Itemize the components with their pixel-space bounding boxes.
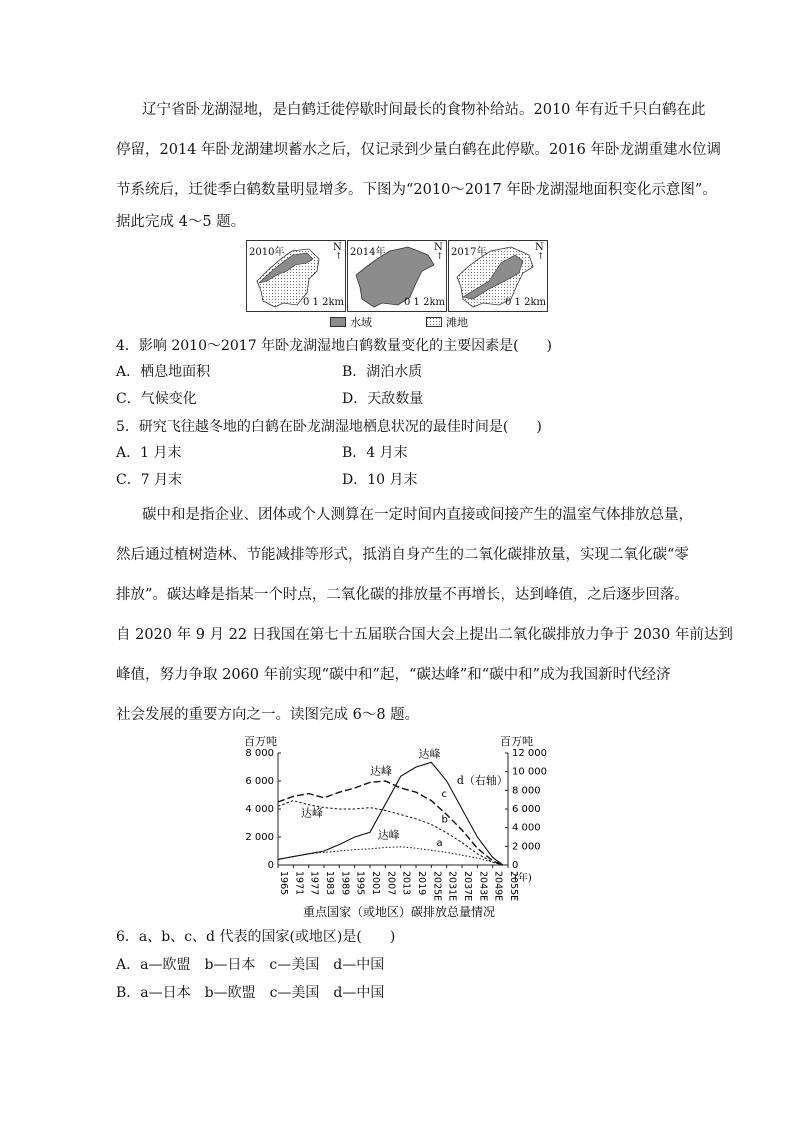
north-arrow: N [535, 242, 544, 253]
q4-option-a: A．栖息地面积 [116, 364, 211, 380]
y-right-tick-label: 10 000 [512, 766, 547, 778]
passage1-line3: 节系统后，迁徙季白鹤数量明显增多。下图为“2010～2017 年卧龙湖湿地面积变化示意图”。 [116, 182, 717, 198]
series-c-label: c [441, 789, 448, 801]
emissions-chart-svg [236, 733, 566, 923]
passage2-line5: 峰值，努力争取 2060 年前实现“碳中和”起，“碳达峰”和“碳中和”成为我国新时代经济 [116, 667, 671, 683]
x-tick-label: 1965 [278, 871, 289, 896]
north-arrow-icon: ↑ [537, 252, 545, 262]
annotation-peak: 达峰 [377, 828, 400, 842]
x-tick-label: 2037E [462, 871, 473, 902]
y-right-tick-label: 2 000 [512, 841, 541, 853]
x-tick-label: 2025E [431, 871, 443, 902]
q4-stem: 4．影响 2010～2017 年卧龙湖湿地白鹤数量变化的主要因素是( ) [116, 338, 552, 354]
y-axis-right-label: 百万吨 [500, 735, 533, 748]
map-panel-2014 [347, 240, 447, 312]
map-panel-2017 [448, 240, 548, 312]
series-b-label: b [441, 814, 448, 826]
x-axis-label: (年) [514, 873, 532, 884]
q4-option-c: C．气候变化 [116, 391, 197, 407]
annotation-peak: 达峰 [418, 747, 441, 761]
shoal-swatch [426, 317, 442, 327]
x-tick-label: 2055E [508, 871, 519, 902]
x-tick-label: 2049E [492, 871, 504, 902]
y-left-tick-label: 6 000 [245, 776, 274, 787]
passage2-line3: 排放”。碳达峰是指某一个时点，二氧化碳的排放量不再增长，达到峰值，之后逐步回落。 [116, 587, 689, 603]
y-left-tick-label: 4 000 [245, 804, 274, 815]
passage2-line1: 碳中和是指企业、团体或个人测算在一定时间内直接或间接产生的温室气体排放总量， [142, 507, 693, 523]
north-arrow-icon: ↑ [436, 252, 444, 262]
map-scale-2010: 0 1 2km [303, 297, 344, 308]
map-year-2014: 2014年 [350, 247, 386, 258]
q6-option-b: B．a—日本 b—欧盟 c—美国 d—中国 [116, 985, 385, 1001]
passage2-line2: 然后通过植树造林、节能减排等形式，抵消自身产生的二氧化碳排放量，实现二氧化碳“零 [116, 547, 689, 563]
north-arrow: N [434, 242, 443, 253]
legend-shoal [426, 314, 468, 330]
series-a-label: a [436, 838, 443, 850]
wetland-map-figure [246, 240, 548, 332]
passage1-line4: 据此完成 4～5 题。 [116, 214, 246, 230]
water-swatch [330, 317, 346, 327]
x-tick-label: 2013 [400, 871, 412, 896]
x-tick-label: 1983 [324, 871, 335, 896]
y-left-tick-label: 2 000 [245, 832, 274, 843]
passage2-line6: 社会发展的重要方向之一。读图完成 6～8 题。 [116, 707, 420, 723]
map-year-2017: 2017年 [451, 247, 487, 258]
x-tick-label: 2031E [446, 871, 458, 902]
x-tick-label: 2043E [477, 871, 489, 902]
passage2-line4: 自 2020 年 9 月 22 日我国在第七十五届联合国大会上提出二氧化碳排放力争于 2030 年前达到 [116, 627, 733, 643]
legend-shoal-label: 滩地 [446, 316, 468, 329]
series-a-line [278, 847, 503, 865]
north-arrow-icon: ↑ [335, 252, 343, 262]
x-tick-label: 2019 [416, 871, 427, 896]
y-right-tick-label: 0 [512, 860, 519, 871]
x-tick-label: 1995 [354, 871, 366, 896]
passage1-line1: 辽宁省卧龙湖湿地，是白鹤迁徙停歇时间最长的食物补给站。2010 年有近千只白鹤在此 [142, 102, 706, 118]
q5-option-c: C．7 月末 [116, 472, 183, 488]
emissions-chart [236, 733, 566, 923]
map-scale-2017: 0 1 2km [505, 297, 546, 308]
y-right-tick-label: 8 000 [512, 785, 541, 797]
annotation-peak: 达峰 [301, 806, 323, 820]
y-right-tick-label: 12 000 [512, 748, 547, 759]
q5-stem: 5．研究飞往越冬地的白鹤在卧龙湖湿地栖息状况的最佳时间是( ) [116, 419, 542, 435]
chart-title: 重点国家（或地区）碳排放总量情况 [302, 905, 496, 919]
passage1-line2: 停留，2014 年卧龙湖建坝蓄水之后，仅记录到少量白鹤在此停歇。2016 年卧龙湖重建水位调 [116, 142, 722, 158]
x-tick-label: 1971 [293, 871, 305, 896]
q5-option-d: D．10 月末 [342, 472, 418, 488]
y-right-tick-label: 4 000 [512, 822, 541, 834]
map-year-2010: 2010年 [249, 247, 285, 258]
y-axis-left-label: 百万吨 [244, 735, 277, 748]
map-scale-2014: 0 1 2km [404, 297, 445, 308]
y-left-tick-label: 0 [267, 860, 274, 871]
legend-water [330, 314, 372, 330]
q4-option-d: D．天敌数量 [342, 391, 424, 407]
x-tick-label: 1977 [308, 871, 320, 896]
map-panel-2010 [246, 240, 346, 312]
q4-option-b: B．湖泊水质 [342, 364, 423, 380]
north-arrow: N [333, 242, 342, 253]
y-left-tick-label: 8 000 [245, 748, 274, 759]
x-tick-label: 2001 [370, 871, 381, 896]
q6-option-a: A．a—欧盟 b—日本 c—美国 d—中国 [116, 957, 385, 973]
legend-water-label: 水域 [350, 316, 372, 329]
q6-stem: 6．a、b、c、d 代表的国家(或地区)是( ) [116, 929, 396, 945]
annotation-peak: 达峰 [370, 764, 392, 778]
series-d-label: d（右轴） [456, 773, 508, 787]
q5-option-b: B．4 月末 [342, 445, 408, 461]
x-tick-label: 2007 [385, 871, 397, 896]
q5-option-a: A．1 月末 [116, 445, 182, 461]
x-tick-label: 1989 [339, 871, 351, 896]
y-right-tick-label: 6 000 [512, 804, 541, 815]
